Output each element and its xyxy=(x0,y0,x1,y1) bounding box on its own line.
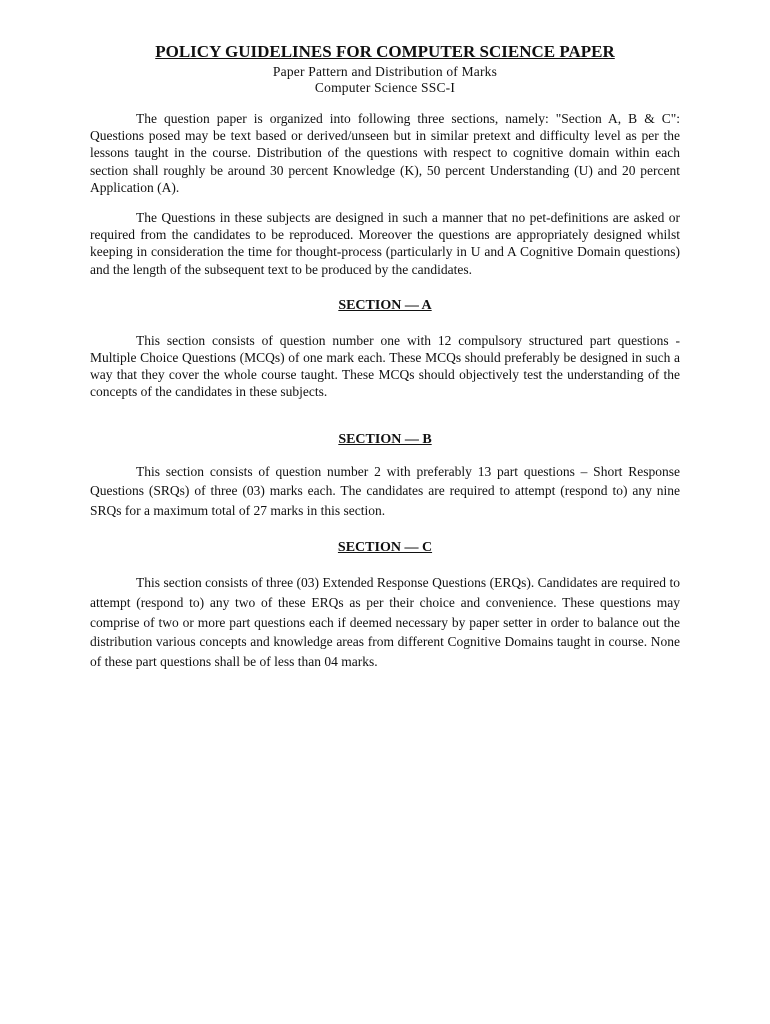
intro-paragraph: The Questions in these subjects are designed in such a manner that no pet-definitions are asked or required from the candidates to be reproduced. Moreover the questions are appropriately designed whilst keeping in consideration the time for thought-process (particularly in U and A Cognitive Domain questions) and the length of the subsequent text to be produced by the candidates. xyxy=(90,210,680,277)
section-c-text: This section consists of three (03) Extended Response Questions (ERQs). Candidates are required to attempt (respond to) any two of these ERQs as per their choice and convenience. These questions may comprise of two or more part questions each if deemed necessary by paper setter in order to balance out the distribution various concepts and knowledge areas from different Cognitive Domains taught in course. None of these part questions shall be of less than 04 marks. xyxy=(90,575,680,669)
section-b-heading: SECTION — B xyxy=(338,431,432,447)
section-b-text: This section consists of question number 2 with preferably 13 part questions – Short Response Questions (SRQs) of three (03) marks each. The candidates are required to attempt (respond to) any nine SRQs for a maximum total of 27 marks in this section. xyxy=(90,463,680,518)
section-c-heading: SECTION — C xyxy=(337,540,433,556)
intro-paragraph: The question paper is organized into following three sections, namely: "Section A, B & C": Questions posed may be text based or derived/unseen but in similar pretext and difficulty level as per the lessons taught in the course. Distribution of the questions with respect to cognitive domain within each section shall roughly be around 30 percent Knowledge (K), 50 percent Understanding (U) and 20 percent Application (A). xyxy=(90,111,680,195)
document-page xyxy=(90,40,680,671)
section-a-heading: SECTION — A xyxy=(338,297,432,313)
section-a-text: This section consists of question number one with 12 compulsory structured part questions - Multiple Choice Questions (MCQs) of one mark each. These MCQs should preferably be designed in such a way that they cover the whole course taught. These MCQs should objectively test the understanding of the concepts of the candidates in these subjects. xyxy=(90,332,680,400)
document-subtitle: Paper Pattern and Distribution of Marks xyxy=(272,64,498,79)
document-title: POLICY GUIDELINES FOR COMPUTER SCIENCE PAPER xyxy=(155,42,615,61)
document-course: Computer Science SSC-I xyxy=(314,80,456,95)
